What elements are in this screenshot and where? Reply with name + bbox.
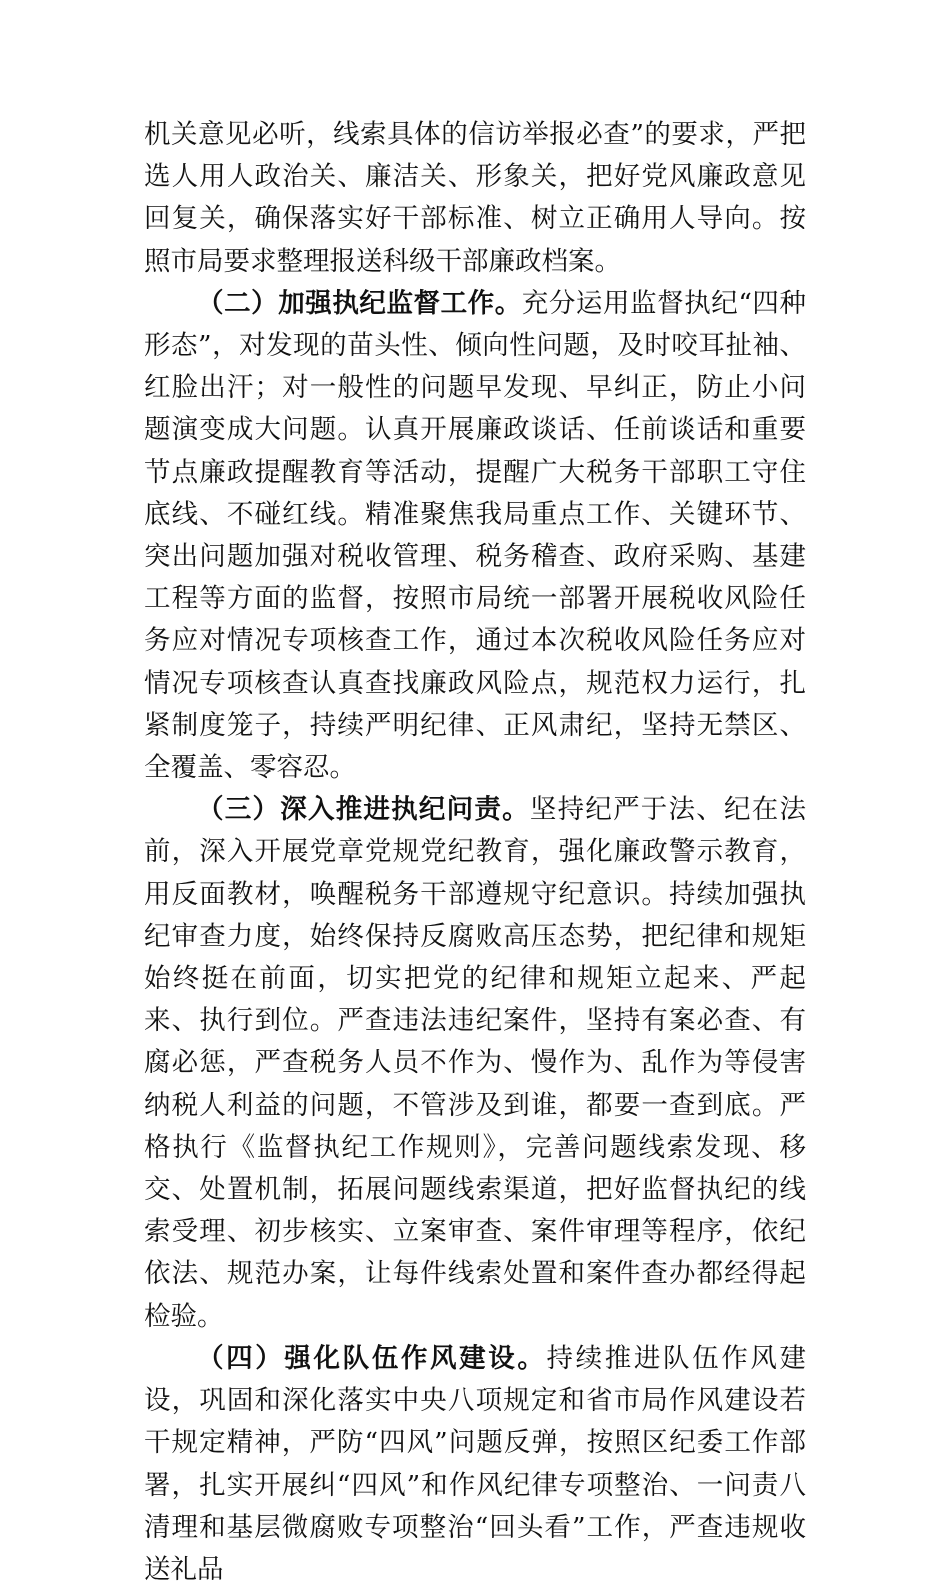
paragraph-section-4 [144,1338,806,1591]
section-3-body: 坚持纪严于法、纪在法前，深入开展党章党规党纪教育，强化廉政警示教育，用反面教材，唤醒税务干部遵规守纪意识。持续加强执纪审查力度，始终保持反腐败高压态势，把纪律和规矩始终挺在前面，切实把党的纪律和规矩立起来、严起来、执行到位。严查违法违纪案件，坚持有案必查、有腐必惩，严查税务人员不作为、慢作为、乱作为等侵害纳税人利益的问题，不管涉及到谁，都要一查到底。严格执行《监督执纪工作规则》，完善问题线索发现、移交、处置机制，拓展问题线索渠道，把好监督执纪的线索受理、初步核实、立案审查、案件审理等程序，依纪依法、规范办案，让每件线索处置和案件查办都经得起检验。 [144,794,807,1332]
section-4-heading: （四）强化队伍作风建设。 [197,1342,547,1374]
document-page [144,114,806,1591]
paragraph-1-body: 机关意见必听，线索具体的信访举报必查”的要求，严把选人用人政治关、廉洁关、形象关，把好党风廉政意见回复关，确保落实好干部标准、树立正确用人导向。按照市局要求整理报送科级干部廉政档案。 [144,119,806,277]
section-2-heading: （二）加强执纪监督工作。 [197,287,522,319]
section-4-body: 持续推进队伍作风建设，巩固和深化落实中央八项规定和省市局作风建设若干规定精神，严防“四风”问题反弹，按照区纪委工作部署，扎实开展纠“四风”和作风纪律专项整治、一问责八清理和基层微腐败专项整治“回头看”工作，严查违规收送礼品 [144,1342,806,1585]
section-2-body: 充分运用监督执纪“四种形态”，对发现的苗头性、倾向性问题，及时咬耳扯袖、红脸出汗；对一般性的问题早发现、早纠正，防止小问题演变成大问题。认真开展廉政谈话、任前谈话和重要节点廉政提醒教育等活动，提醒广大税务干部职工守住底线、不碰红线。精准聚焦我局重点工作、关键环节、突出问题加强对税收管理、税务稽查、政府采购、基建工程等方面的监督，按照市局统一部署开展税收风险任务应对情况专项核查工作，通过本次税收风险任务应对情况专项核查认真查找廉政风险点，规范权力运行，扎紧制度笼子，持续严明纪律、正风肃纪，坚持无禁区、全覆盖、零容忍。 [144,287,806,784]
paragraph-section-3 [144,789,806,1338]
paragraph-section-2 [144,283,806,789]
section-3-heading: （三）深入推进执纪问责。 [197,794,530,826]
paragraph-continuation [144,114,806,283]
